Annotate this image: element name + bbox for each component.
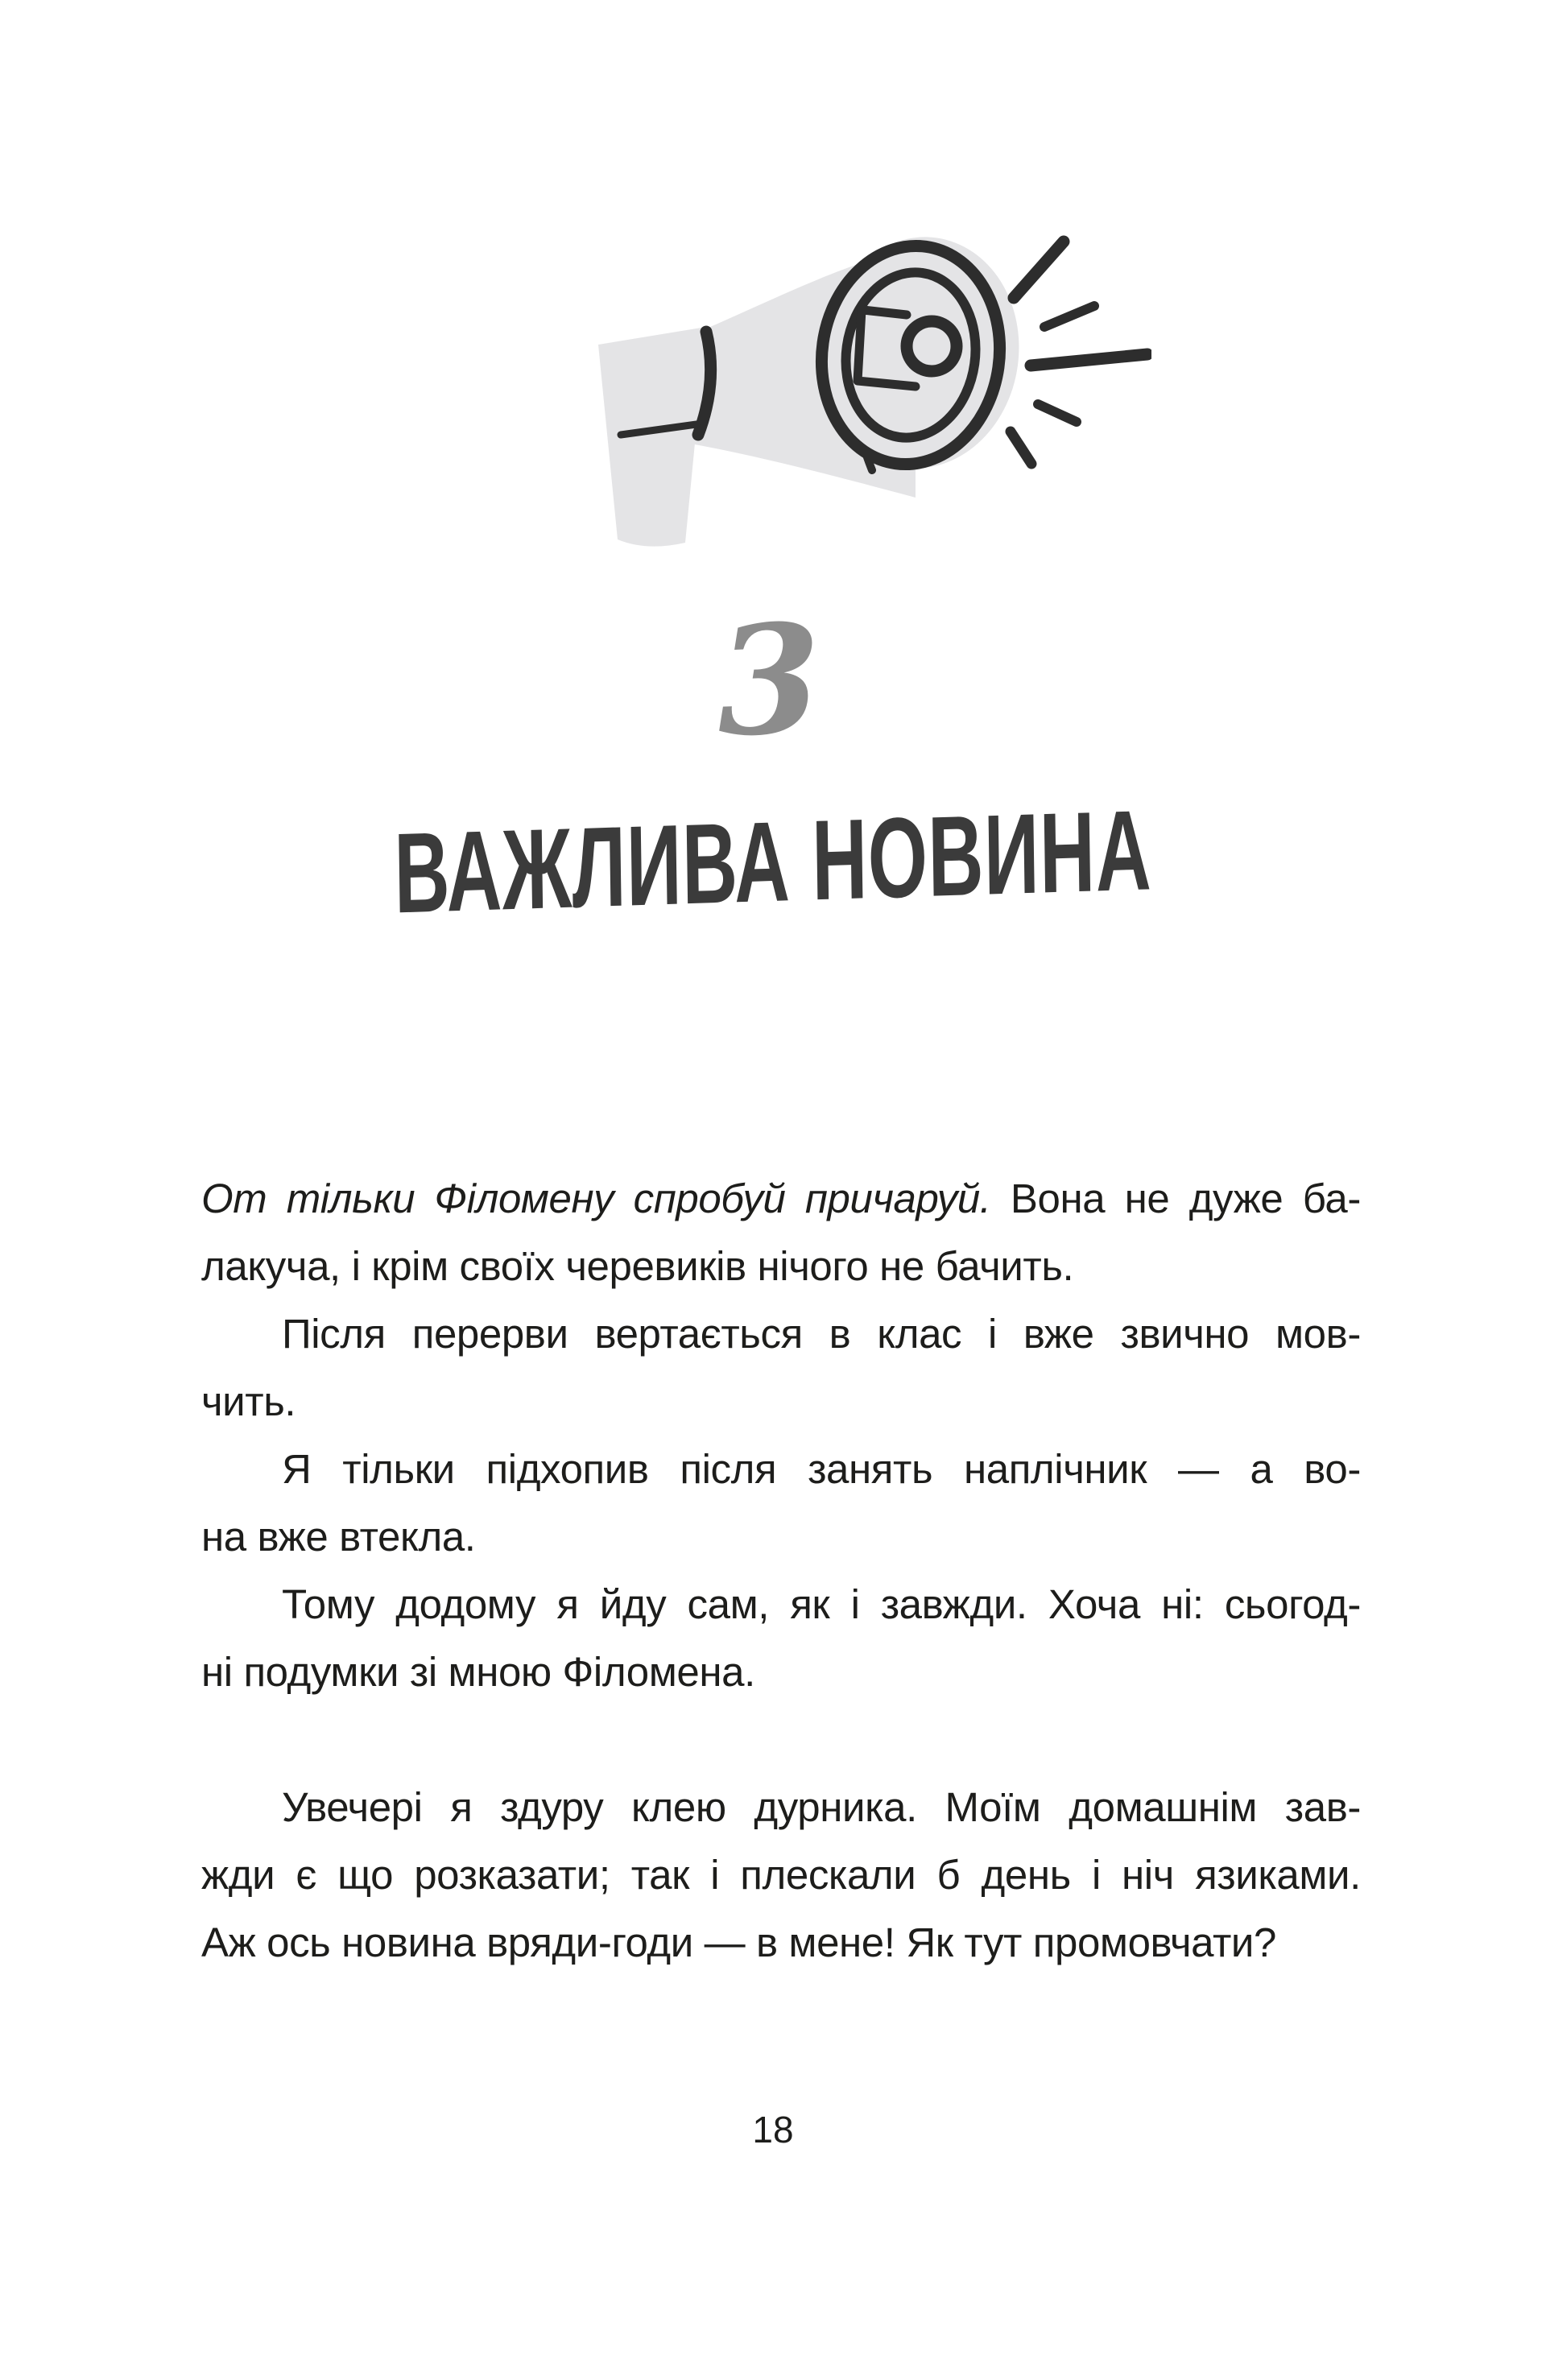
- text-line: [201, 1436, 1361, 1503]
- text-line: [201, 1571, 1361, 1638]
- text-line: [201, 1300, 1361, 1368]
- word: клею: [631, 1784, 726, 1830]
- word: Після: [282, 1311, 386, 1357]
- word: плескали: [740, 1852, 916, 1898]
- word: перерви: [411, 1311, 568, 1357]
- text-segment: ні подумки зі мною Філомена.: [201, 1649, 755, 1695]
- chapter-number: 3: [713, 589, 825, 771]
- word: я: [556, 1581, 579, 1627]
- word: так: [630, 1852, 690, 1898]
- word: Я: [282, 1446, 312, 1492]
- word: Хоча: [1048, 1581, 1140, 1627]
- word: є: [296, 1852, 316, 1898]
- word: і: [850, 1581, 860, 1627]
- word: після: [680, 1446, 777, 1492]
- text-line: [201, 1909, 1361, 1977]
- word: день: [981, 1852, 1071, 1898]
- text-line: [201, 1503, 1361, 1571]
- megaphone-illustration: [584, 232, 1151, 550]
- word: а: [1250, 1446, 1273, 1492]
- word: і: [1091, 1852, 1101, 1898]
- word: тільки: [342, 1446, 455, 1492]
- text-line: [201, 1774, 1361, 1841]
- word: Тому: [282, 1581, 375, 1627]
- chapter-title-text: ВАЖЛИВА НОВИНА: [393, 786, 1153, 937]
- word: звично: [1120, 1311, 1250, 1357]
- word: Увечері: [282, 1784, 423, 1830]
- word: причаруй.: [804, 1176, 991, 1221]
- word: ба-: [1302, 1176, 1361, 1221]
- sound-sparks-icon: [1011, 242, 1147, 464]
- chapter-title: [0, 786, 1546, 937]
- word: домашнім: [1069, 1784, 1258, 1830]
- text-segment: Аж ось новина вряди-годи — в мене! Як тут промовчати?: [201, 1919, 1276, 1965]
- word: мов-: [1275, 1311, 1361, 1357]
- word: —: [1177, 1446, 1219, 1492]
- word: во-: [1304, 1446, 1361, 1492]
- word: завжди.: [880, 1581, 1027, 1627]
- word: вертається: [594, 1311, 803, 1357]
- word: я: [450, 1784, 473, 1830]
- word: занять: [808, 1446, 933, 1492]
- word: клас: [877, 1311, 962, 1357]
- word: як: [790, 1581, 830, 1627]
- word: і: [710, 1852, 720, 1898]
- word: підхопив: [486, 1446, 649, 1492]
- word: дуже: [1188, 1176, 1284, 1221]
- text-line: [201, 1165, 1361, 1233]
- word: здуру: [500, 1784, 604, 1830]
- text-line: [201, 1841, 1361, 1909]
- word: Вона: [1010, 1176, 1106, 1221]
- word: йду: [599, 1581, 667, 1627]
- word: От: [201, 1176, 267, 1221]
- word: сам,: [687, 1581, 770, 1627]
- word: тільки: [286, 1176, 415, 1221]
- word: Моїм: [945, 1784, 1041, 1830]
- word: спробуй: [633, 1176, 786, 1221]
- word: язиками.: [1195, 1852, 1361, 1898]
- word: зав-: [1284, 1784, 1361, 1830]
- word: б: [936, 1852, 961, 1898]
- word: Філомену: [434, 1176, 614, 1221]
- word: в: [829, 1311, 851, 1357]
- word: дурника.: [754, 1784, 917, 1830]
- word: вже: [1023, 1311, 1094, 1357]
- text-segment: чить.: [201, 1378, 296, 1424]
- word: сьогод-: [1224, 1581, 1361, 1627]
- text-line: [201, 1638, 1361, 1706]
- text-segment: лакуча, і крім своїх черевиків нічого не бачить.: [201, 1243, 1074, 1289]
- word: що: [337, 1852, 394, 1898]
- word: не: [1124, 1176, 1170, 1221]
- word: додому: [395, 1581, 536, 1627]
- page-number: 18: [752, 2109, 794, 2151]
- word: і: [988, 1311, 997, 1357]
- word: розказати;: [414, 1852, 610, 1898]
- word: наплічник: [963, 1446, 1147, 1492]
- body-text: [201, 1165, 1361, 1977]
- word: жди: [201, 1852, 275, 1898]
- word: ні:: [1161, 1581, 1204, 1627]
- text-line: [201, 1368, 1361, 1436]
- word: ніч: [1122, 1852, 1174, 1898]
- text-line: [201, 1233, 1361, 1300]
- text-segment: на вже втекла.: [201, 1514, 476, 1560]
